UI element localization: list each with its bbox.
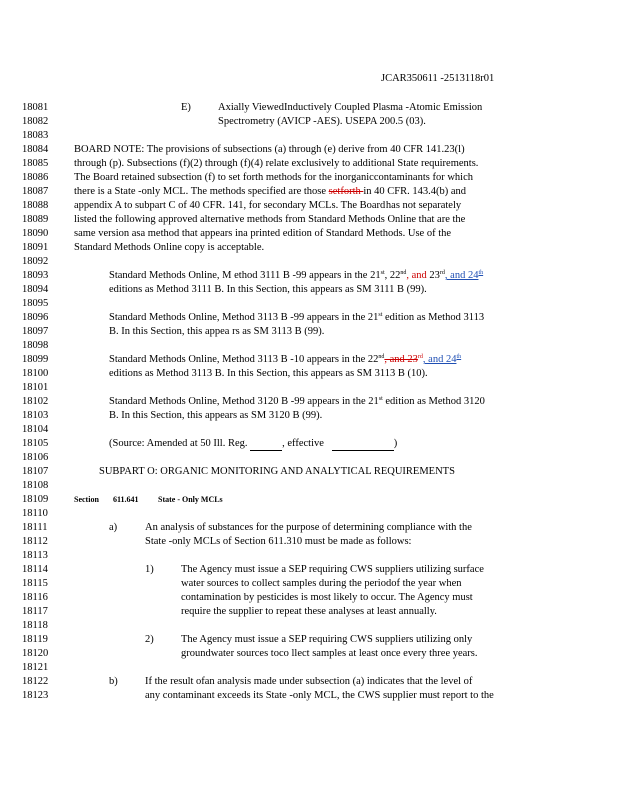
line-number: 18100 — [22, 368, 49, 379]
method-e-line-1: Axially ViewedInductively Coupled Plasma -Atomic Emission — [218, 102, 483, 113]
sm-3113-10-line-2: editions as Method 3113 B. In this Section, this appears as SM 3113 B (10). — [109, 368, 428, 379]
board-note-line: BOARD NOTE: The provisions of subsections (a) through (e) derive from 40 CFR 141.23(l) — [74, 144, 465, 155]
line-number: 18105 — [22, 438, 49, 449]
line-number: 18089 — [22, 214, 49, 225]
section-title: State - Only MCLs — [158, 495, 223, 504]
sub-2-line: The Agency must issue a SEP requiring CWS suppliers utilizing only — [181, 634, 473, 645]
board-note-line: listed the following approved alternative methods from Standard Methods Online that are the — [74, 214, 466, 225]
line-number: 18095 — [22, 298, 49, 309]
para-a-label: a) — [109, 522, 118, 533]
sm-3111-line-1: Standard Methods Online, M ethod 3111 B -99 appears in the 21st, 22nd, and 23rd, and 24th — [109, 270, 484, 281]
line-number: 18115 — [22, 578, 48, 589]
effective-blank — [332, 439, 394, 451]
line-number: 18119 — [22, 634, 48, 645]
line-number: 18083 — [22, 130, 49, 141]
board-note-line: The Board retained subsection (f) to set forth methods for the inorganiccontaminants for which — [74, 172, 473, 183]
document-code: JCAR350611 -2513118r01 — [381, 73, 495, 84]
line-number: 18086 — [22, 172, 49, 183]
line-number: 18081 — [22, 102, 49, 113]
line-number: 18094 — [22, 284, 49, 295]
line-number: 18093 — [22, 270, 49, 281]
board-note-line: appendix A to subpart C of 40 CFR. 141, for secondary MCLs. The Board has not separately — [74, 200, 462, 211]
line-number: 18092 — [22, 256, 49, 267]
para-a-line-1: An analysis of substances for the purpose of determining compliance with the — [145, 522, 472, 533]
line-number: 18113 — [22, 550, 48, 561]
line-number: 18096 — [22, 312, 49, 323]
sub-2-label: 2) — [145, 634, 154, 645]
method-e-label: E) — [181, 102, 191, 113]
sub-1-line: require the supplier to repeat these analyses at least annually. — [181, 606, 437, 617]
section-label: Section — [74, 495, 99, 504]
line-number: 18117 — [22, 606, 48, 617]
line-number: 18103 — [22, 410, 49, 421]
line-number: 18090 — [22, 228, 49, 239]
sm-3113-99-line-2: B. In this Section, this appea rs as SM 3113 B (99). — [109, 326, 325, 337]
inserted-text: , and 24 — [444, 270, 479, 281]
line-number: 18098 — [22, 340, 49, 351]
sm-3113-99-line-1: Standard Methods Online, Method 3113 B -99 appears in the 21st edition as Method 3113 — [109, 312, 485, 323]
line-number: 18110 — [22, 508, 48, 519]
sub-1-line: The Agency must issue a SEP requiring CWS suppliers utilizing surface — [181, 564, 484, 575]
line-number: 18123 — [22, 690, 49, 701]
line-number: 18088 — [22, 200, 49, 211]
para-a-line-2: State -only MCLs of Section 611.310 must be made as follows: — [145, 536, 412, 547]
subpart-title: SUBPART O: ORGANIC MONITORING AND ANALYTICAL REQUIREMENTS — [99, 466, 455, 477]
board-note-line: there is a State -only MCL. The methods specified are those setforth in 40 CFR. 143.4(b) and — [74, 186, 467, 197]
line-number: 18097 — [22, 326, 49, 337]
line-number: 18085 — [22, 158, 49, 169]
line-number: 18107 — [22, 466, 49, 477]
line-number: 18106 — [22, 452, 49, 463]
struck-text: setforth — [328, 186, 364, 197]
line-number: 18109 — [22, 494, 49, 505]
line-number: 18099 — [22, 354, 49, 365]
section-number: 611.641 — [113, 495, 139, 504]
board-note-line: through (p). Subsections (f)(2) through (f)(4) relate exclusively to additional State requirements. — [74, 158, 479, 169]
source-note: (Source: Amended at 50 Ill. Reg. , effective ) — [109, 438, 398, 449]
line-number: 18102 — [22, 396, 49, 407]
inserted-text: , and 24 — [422, 354, 457, 365]
sm-3113-10-line-1: Standard Methods Online, Method 3113 B -10 appears in the 22nd, and 23rd, and 24th — [109, 354, 462, 365]
para-b-line-2: any contaminant exceeds its State -only MCL, the CWS supplier must report to the — [145, 690, 494, 701]
sub-1-line: water sources to collect samples during the periodof the year when — [181, 578, 462, 589]
line-number: 18104 — [22, 424, 49, 435]
method-e-line-2: Spectrometry (AVICP -AES). USEPA 200.5 (03). — [218, 116, 426, 127]
line-number: 18111 — [22, 522, 48, 533]
sub-1-line: contamination by pesticides is most likely to occur. The Agency must — [181, 592, 473, 603]
line-number: 18112 — [22, 536, 48, 547]
para-b-label: b) — [109, 676, 118, 687]
sm-3120-line-1: Standard Methods Online, Method 3120 B -99 appears in the 21st edition as Method 3120 — [109, 396, 485, 407]
sm-3120-line-2: B. In this Section, this appears as SM 3120 B (99). — [109, 410, 323, 421]
line-number: 18108 — [22, 480, 49, 491]
sm-3111-line-2: editions as Method 3111 B. In this Section, this appears as SM 3111 B (99). — [109, 284, 427, 295]
line-number: 18118 — [22, 620, 48, 631]
line-number: 18120 — [22, 648, 49, 659]
line-number: 18087 — [22, 186, 49, 197]
sub-2-line: groundwater sources toco llect samples at least once every three years. — [181, 648, 478, 659]
board-note-line: Standard Methods Online copy is acceptable. — [74, 242, 265, 253]
sub-1-label: 1) — [145, 564, 154, 575]
para-b-line-1: If the result ofan analysis made under subsection (a) indicates that the level of — [145, 676, 473, 687]
line-number: 18114 — [22, 564, 48, 575]
line-number: 18101 — [22, 382, 49, 393]
board-note-line: same version asa method that appears ina printed edition of Standard Methods. Use of the — [74, 228, 452, 239]
line-number: 18091 — [22, 242, 49, 253]
line-number: 18116 — [22, 592, 48, 603]
line-number: 18082 — [22, 116, 49, 127]
struck-text: , and 23 — [384, 354, 418, 365]
line-number: 18084 — [22, 144, 49, 155]
line-number: 18122 — [22, 676, 49, 687]
line-number: 18121 — [22, 662, 49, 673]
date-blank — [250, 439, 282, 451]
